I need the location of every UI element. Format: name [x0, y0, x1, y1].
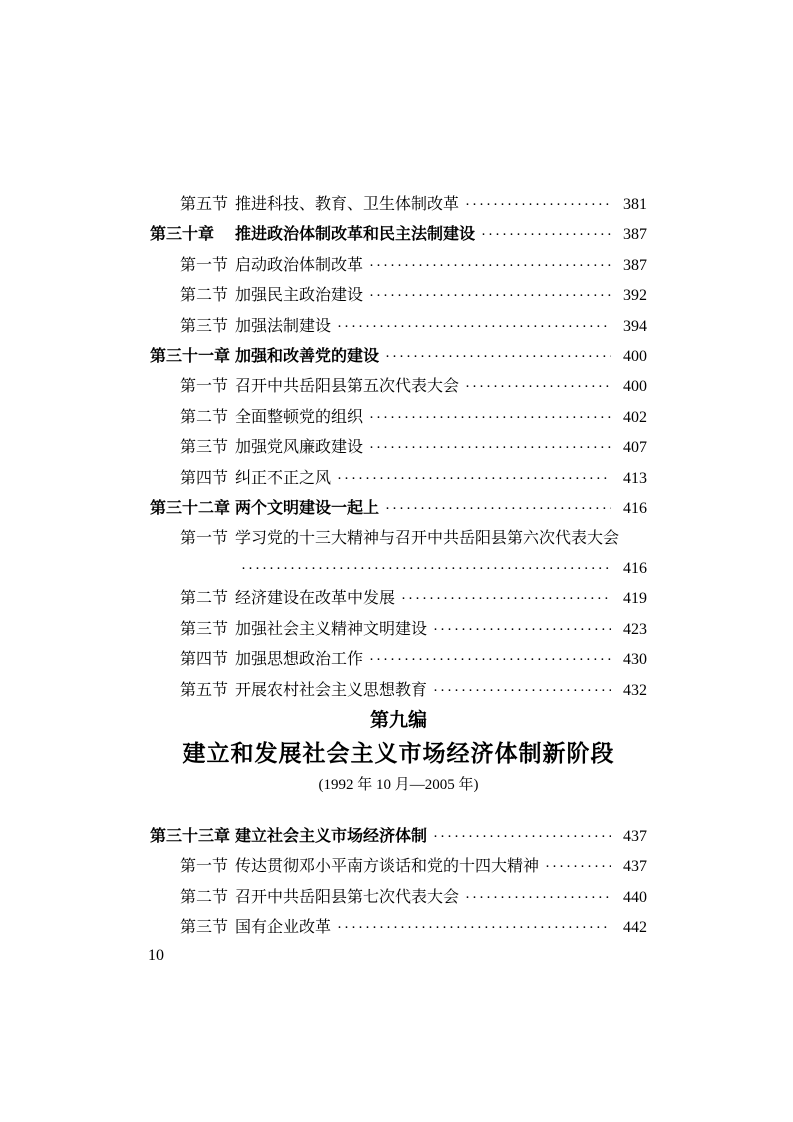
toc-entry-page: 387 — [623, 226, 647, 244]
toc-entry — [150, 584, 647, 614]
toc-entry-title: 经济建设在改革中发展 — [235, 590, 396, 608]
toc-entry — [150, 403, 647, 433]
dot-leader — [465, 190, 611, 220]
toc-block-2 — [150, 822, 647, 944]
dot-leader — [481, 220, 611, 250]
toc-entry-label: 第二节 — [180, 408, 229, 426]
dot-leader — [241, 554, 611, 584]
toc-entry-title: 推进政治体制改革和民主法制建设 — [235, 226, 476, 244]
part-heading — [150, 706, 647, 800]
toc-entry-label: 第三十一章 — [150, 348, 231, 366]
toc-entry — [150, 433, 647, 463]
dot-leader — [369, 403, 611, 433]
toc-entry-label: 第三节 — [180, 919, 229, 937]
toc-entry-title: 加强民主政治建设 — [235, 287, 364, 305]
toc-entry-page: 381 — [623, 196, 647, 213]
toc-entry-title: 召开中共岳阳县第七次代表大会 — [235, 888, 460, 906]
toc-entry-label: 第一节 — [180, 378, 229, 396]
dot-leader — [385, 342, 611, 372]
toc-entry — [150, 852, 647, 882]
dot-leader — [545, 852, 611, 882]
toc-entry-title: 加强社会主义精神文明建设 — [235, 620, 428, 638]
toc-entry-page: 432 — [623, 681, 647, 699]
toc-entry-label: 第三十三章 — [150, 827, 231, 845]
toc-entry-title: 传达贯彻邓小平南方谈话和党的十四大精神 — [235, 858, 540, 876]
dot-leader — [433, 822, 611, 852]
toc-entry — [150, 342, 647, 372]
toc-entry-page: 437 — [623, 858, 647, 876]
toc-entry-page: 430 — [623, 651, 647, 669]
toc-entry — [150, 464, 647, 494]
toc-entry-title: 两个文明建设一起上 — [235, 500, 380, 518]
toc-entry-title: 开展农村社会主义思想教育 — [235, 681, 428, 699]
toc-entry-page: 394 — [623, 317, 647, 335]
toc-entry-label: 第一节 — [180, 530, 229, 548]
part-title: 建立和发展社会主义市场经济体制新阶段 — [182, 739, 615, 766]
toc-entry-title: 纠正不正之风 — [235, 469, 332, 487]
toc-entry-page: 440 — [623, 888, 647, 906]
toc-entry-title: 学习党的十三大精神与召开中共岳阳县第六次代表大会 — [235, 530, 620, 548]
toc-entry-page: 416 — [623, 500, 647, 518]
toc-entry — [150, 312, 647, 342]
toc-entry-page: 407 — [623, 439, 647, 457]
toc-entry-page: 437 — [623, 827, 647, 845]
toc-entry-page: 419 — [623, 590, 647, 608]
toc-entry-page: 400 — [623, 348, 647, 366]
toc-entry — [150, 372, 647, 402]
toc-entry-label: 第三节 — [180, 317, 229, 335]
toc-entry-label: 第四节 — [180, 651, 229, 669]
toc-entry-title: 启动政治体制改革 — [235, 256, 364, 274]
toc-entry — [150, 645, 647, 675]
toc-entry-title: 加强党风廉政建设 — [235, 439, 364, 457]
toc-entry-label: 第一节 — [180, 256, 229, 274]
toc-entry — [150, 220, 647, 250]
toc-entry — [150, 190, 647, 220]
dot-leader — [401, 584, 611, 614]
toc-entry-title: 加强思想政治工作 — [235, 651, 364, 669]
toc-entry — [150, 281, 647, 311]
toc-entry-label: 第五节 — [180, 196, 229, 213]
part-dates: (1992 年 10 月—2005 年) — [318, 776, 479, 793]
dot-leader — [369, 251, 611, 281]
toc-entry-title: 加强和改善党的建设 — [235, 348, 380, 366]
toc-entry-title: 召开中共岳阳县第五次代表大会 — [235, 378, 460, 396]
toc-entry-label: 第三节 — [180, 620, 229, 638]
toc-entry-page: 402 — [623, 408, 647, 426]
toc-entry-continuation — [150, 554, 647, 584]
dot-leader — [369, 433, 611, 463]
toc-block-1 — [150, 190, 647, 706]
toc-entry — [150, 251, 647, 281]
toc-entry-label: 第五节 — [180, 681, 229, 699]
toc-entry — [150, 524, 647, 553]
dot-leader — [433, 676, 611, 706]
toc-entry-label: 第二节 — [180, 287, 229, 305]
toc-entry-page: 400 — [623, 378, 647, 396]
toc-entry-title: 建立社会主义市场经济体制 — [235, 827, 428, 845]
toc-entry-title: 全面整顿党的组织 — [235, 408, 364, 426]
toc-content — [150, 190, 647, 944]
dot-leader — [337, 464, 611, 494]
part-label: 第九编 — [369, 709, 427, 731]
toc-entry-title: 加强法制建设 — [235, 317, 332, 335]
dot-leader — [385, 494, 611, 524]
toc-entry-page: 387 — [623, 256, 647, 274]
toc-entry-page: 442 — [623, 919, 647, 937]
toc-entry — [150, 913, 647, 943]
toc-entry-page: 413 — [623, 469, 647, 487]
toc-entry-title: 推进科技、教育、卫生体制改革 — [235, 196, 460, 213]
dot-leader — [369, 645, 611, 675]
toc-entry-label: 第四节 — [180, 469, 229, 487]
toc-entry-label: 第二节 — [180, 590, 229, 608]
toc-entry-label: 第二节 — [180, 888, 229, 906]
dot-leader — [433, 615, 611, 645]
toc-entry-page: 423 — [623, 620, 647, 638]
dot-leader — [465, 372, 611, 402]
toc-entry-page: 392 — [623, 287, 647, 305]
toc-entry — [150, 822, 647, 852]
toc-entry-label: 第三十章 — [150, 226, 215, 244]
toc-entry — [150, 615, 647, 645]
dot-leader — [337, 312, 611, 342]
toc-entry-title: 国有企业改革 — [235, 919, 332, 937]
toc-entry-page: 416 — [623, 559, 647, 577]
toc-entry — [150, 883, 647, 913]
toc-entry-label: 第一节 — [180, 858, 229, 876]
page-number: 10 — [148, 947, 164, 964]
toc-entry-label: 第三节 — [180, 439, 229, 457]
toc-entry-label: 第三十二章 — [150, 500, 231, 518]
dot-leader — [369, 281, 611, 311]
toc-entry — [150, 494, 647, 524]
toc-entry — [150, 676, 647, 706]
dot-leader — [337, 913, 611, 943]
dot-leader — [465, 883, 611, 913]
